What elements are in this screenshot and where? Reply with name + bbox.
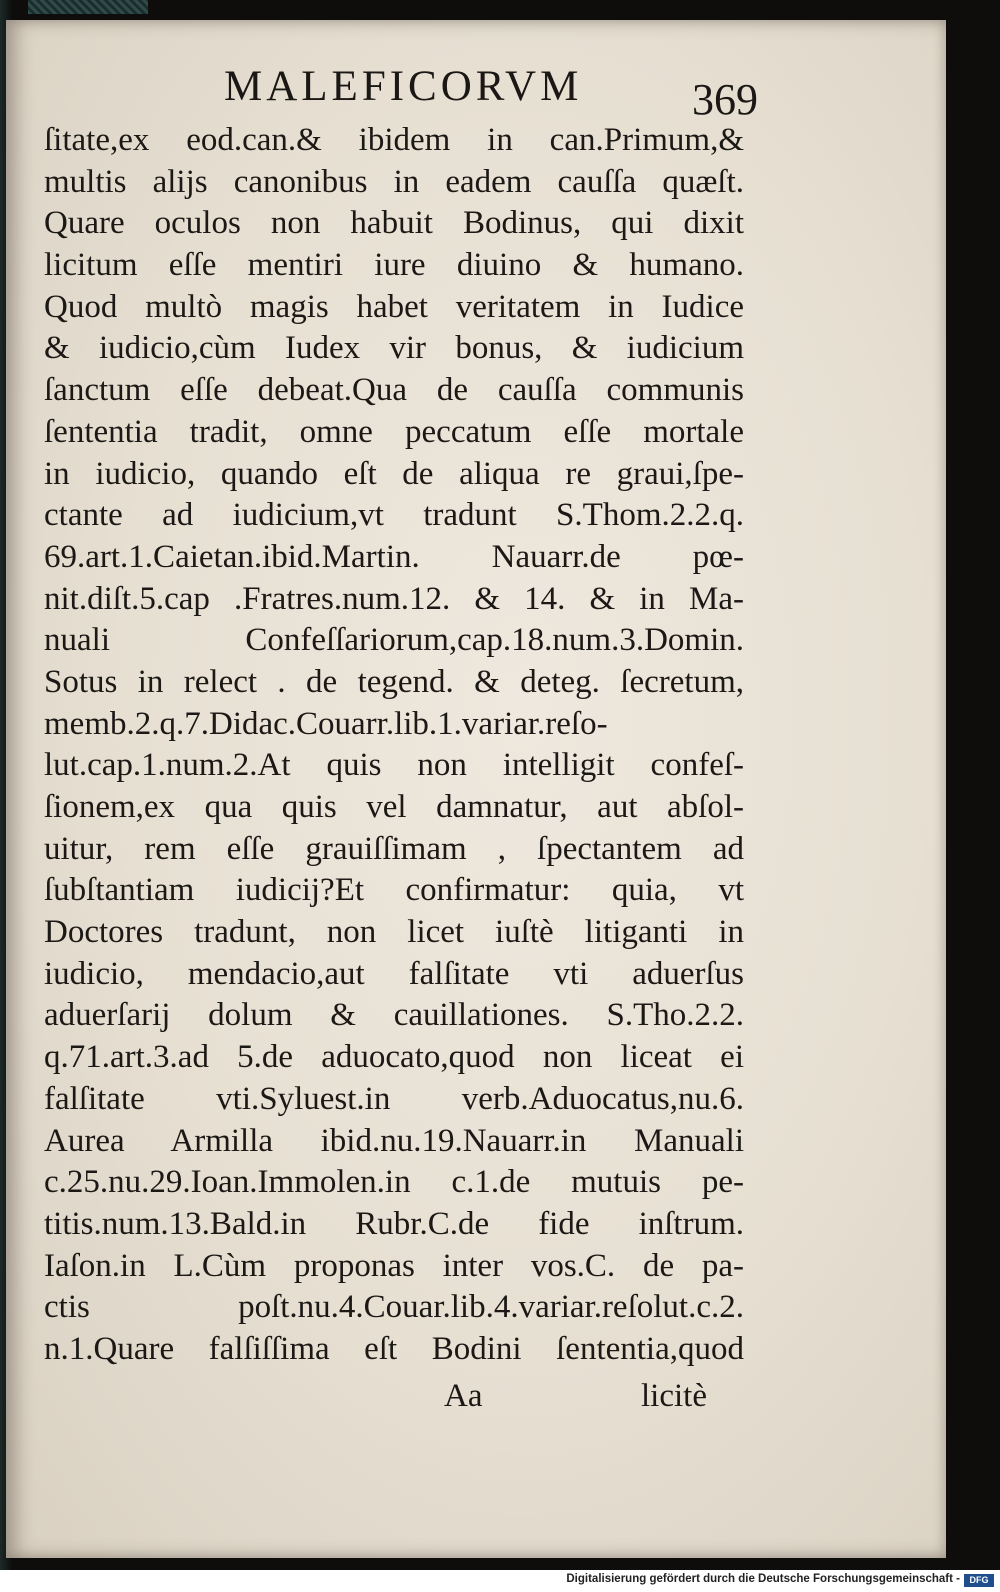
footer-bar — [0, 1570, 1000, 1592]
page-number: 369 — [692, 75, 758, 124]
text-line: ſententia tradit, omne peccatum eſſe mortale — [44, 413, 744, 450]
text-line: & iudicio,cùm Iudex vir bonus, & iudicium — [44, 330, 744, 367]
text-line: ſionem,ex qua quis vel damnatur, aut abſol- — [44, 789, 744, 825]
text-line: aduerſarij dolum & cauillationes. S.Tho.2.2. — [44, 997, 744, 1034]
text-line: 69.art.1.Caietan.ibid.Martin. Nauarr.de pœ- — [44, 538, 744, 575]
text-line: licitum eſſe mentiri iure diuino & humano. — [44, 247, 744, 284]
signature-mark: Aa — [444, 1378, 483, 1414]
text-line: ctis poſt.nu.4.Couar.lib.4.variar.reſolut.c.2. — [44, 1289, 744, 1326]
text-line: nit.diſt.5.cap .Fratres.num.12. & 14. & in Ma- — [44, 580, 744, 617]
text-line: titis.num.13.Bald.in Rubr.C.de fide inſtrum. — [44, 1205, 744, 1242]
text-line: in iudicio, quando eſt de aliqua re graui,ſpe- — [44, 455, 744, 492]
text-line: nuali Confeſſariorum,cap.18.num.3.Domin. — [44, 622, 744, 659]
text-line: Doctores tradunt, non licet iuſtè litiganti in — [44, 914, 744, 951]
text-line: Quare oculos non habuit Bodinus, qui dixit — [44, 205, 744, 242]
bookmark-ribbon — [28, 0, 148, 14]
text-line: c.25.nu.29.Ioan.Immolen.in c.1.de mutuis pe- — [44, 1164, 744, 1201]
text-line: q.71.art.3.ad 5.de aduocato,quod non liceat ei — [44, 1039, 744, 1076]
text-line: ctante ad iudicium,vt tradunt S.Thom.2.2.q. — [44, 497, 744, 534]
text-line: memb.2.q.7.Didac.Couarr.lib.1.variar.reſo- — [44, 705, 608, 742]
catchword: licitè — [641, 1378, 707, 1414]
text-line: Aurea Armilla ibid.nu.19.Nauarr.in Manuali — [44, 1122, 744, 1159]
text-line: falſitate vti.Syluest.in verb.Aduocatus,nu.6. — [44, 1080, 744, 1117]
text-line: uitur, rem eſſe grauiſſimam , ſpectantem ad — [44, 830, 744, 867]
text-line: n.1.Quare falſiſſima eſt Bodini ſententia,quod — [44, 1330, 744, 1367]
body-text — [44, 120, 744, 1371]
book-page — [6, 20, 946, 1558]
text-line: ſanctum eſſe debeat.Qua de cauſſa communis — [44, 372, 744, 409]
running-head: MALEFICORVM — [224, 63, 583, 110]
text-line: ſitate,ex eod.can.& ibidem in can.Primum,& — [44, 122, 744, 158]
page-foot — [444, 1378, 724, 1418]
dfg-logo-icon: DFG — [964, 1574, 994, 1587]
text-line: Quod multò magis habet veritatem in Iudice — [44, 288, 744, 325]
text-line: ſubſtantiam iudicij?Et confirmatur: quia, vt — [44, 872, 744, 909]
text-line: Iaſon.in L.Cùm proponas inter vos.C. de pa- — [44, 1247, 744, 1284]
text-line: iudicio, mendacio,aut falſitate vti aduerſus — [44, 955, 744, 992]
text-line: Sotus in relect . de tegend. & deteg. ſecretum, — [44, 663, 744, 700]
text-line: multis alijs canonibus in eadem cauſſa quæſt. — [44, 163, 744, 200]
text-line: lut.cap.1.num.2.At quis non intelligit confeſ- — [44, 747, 744, 784]
funding-credit: Digitalisierung gefördert durch die Deutsche Forschungsgemeinschaft - — [566, 1573, 960, 1585]
